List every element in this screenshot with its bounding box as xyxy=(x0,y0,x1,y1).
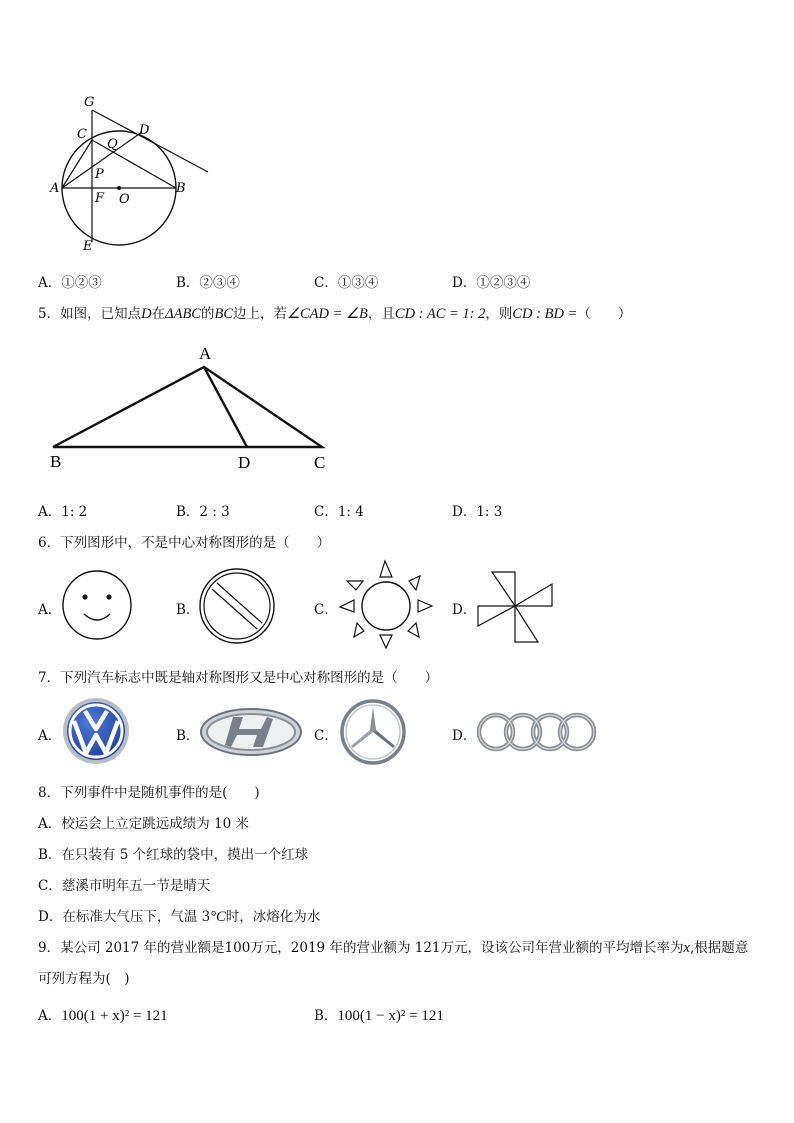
q5-label-c: C xyxy=(314,453,326,472)
q9-stem-line2: 可列方程为( ) xyxy=(38,971,130,987)
q4-option-c[interactable]: C．①③④ xyxy=(314,275,379,291)
q5-label-d: D xyxy=(238,453,251,472)
q5-option-b[interactable]: B．2 : 3 xyxy=(176,504,230,520)
q4-label-f: F xyxy=(95,191,105,206)
q9-option-b[interactable]: B．100(1 − x)² = 121 xyxy=(314,1008,444,1024)
q4-label-o: O xyxy=(119,192,130,207)
q4-label-g: G xyxy=(84,95,95,110)
q5-triangle-figure xyxy=(40,340,350,475)
q7-option-d[interactable]: D． xyxy=(452,728,477,744)
volkswagen-logo-icon xyxy=(62,697,130,765)
q6-option-b[interactable]: B． xyxy=(176,602,200,618)
q5-option-a[interactable]: A．1: 2 xyxy=(38,504,88,520)
q9-stem-line1: 9．某公司 2017 年的营业额是100万元，2019 年的营业额为 121万元，设该公司年营业额的平均增长率为x,根据题意 xyxy=(38,940,749,956)
slashed-circle-icon xyxy=(198,567,276,645)
q7-option-b[interactable]: B． xyxy=(176,728,200,744)
q5-stem: 5．如图，已知点D在ΔABC的BC边上，若∠CAD = ∠B，且CD : AC = 1: 2，则CD : BD =（ ） xyxy=(38,306,632,322)
q9-option-a[interactable]: A．100(1 + x)² = 121 xyxy=(38,1008,168,1024)
q8-stem: 8．下列事件中是随机事件的是( ) xyxy=(38,785,260,801)
sun-icon xyxy=(336,559,436,649)
smiley-face-icon xyxy=(60,568,134,642)
q8-option-d[interactable]: D．在标准大气压下，气温 3°C时，冰熔化为水 xyxy=(38,909,321,925)
q4-option-a[interactable]: A．①②③ xyxy=(38,275,102,291)
q4-option-d[interactable]: D．①②③④ xyxy=(452,275,531,291)
q4-label-p: P xyxy=(95,167,104,182)
audi-logo-icon xyxy=(476,708,598,756)
q5-option-c[interactable]: C．1: 4 xyxy=(314,504,364,520)
q4-label-c: C xyxy=(77,127,87,142)
q4-circle-figure xyxy=(46,88,216,258)
q8-option-a[interactable]: A．校运会上立定跳远成绩为 10 米 xyxy=(38,816,250,832)
q4-label-q: Q xyxy=(107,137,118,152)
hyundai-logo-icon xyxy=(199,707,303,757)
q4-label-a: A xyxy=(50,181,60,196)
q6-option-a[interactable]: A． xyxy=(38,602,62,618)
q6-option-d[interactable]: D． xyxy=(452,602,477,618)
q4-label-d: D xyxy=(139,123,150,138)
q6-stem: 6．下列图形中，不是中心对称图形的是（ ） xyxy=(38,535,331,551)
q8-option-c[interactable]: C．慈溪市明年五一节是晴天 xyxy=(38,878,211,894)
q5-label-b: B xyxy=(50,452,62,471)
q8-option-b[interactable]: B．在只装有 5 个红球的袋中，摸出一个红球 xyxy=(38,847,309,863)
q7-option-c[interactable]: C． xyxy=(314,728,338,744)
mercedes-logo-icon xyxy=(340,699,406,765)
q4-label-e: E xyxy=(83,239,93,254)
q5-option-d[interactable]: D．1: 3 xyxy=(452,504,503,520)
q7-option-a[interactable]: A． xyxy=(38,728,62,744)
q6-option-c[interactable]: C． xyxy=(314,602,338,618)
q4-label-b: B xyxy=(176,181,186,196)
q4-option-b[interactable]: B．②③④ xyxy=(176,275,240,291)
q5-label-a: A xyxy=(199,344,212,363)
pinwheel-icon xyxy=(474,568,556,646)
q7-stem: 7．下列汽车标志中既是轴对称图形又是中心对称图形的是（ ） xyxy=(38,670,439,686)
